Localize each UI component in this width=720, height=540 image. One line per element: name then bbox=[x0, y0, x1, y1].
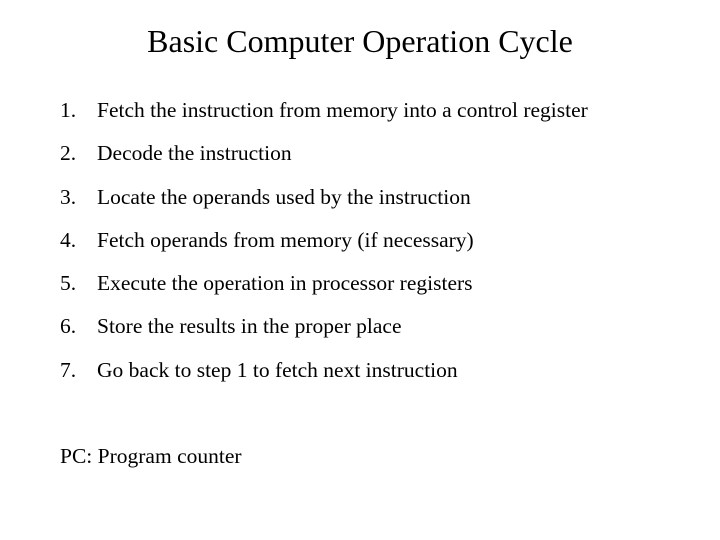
step-text: Go back to step 1 to fetch next instruction bbox=[97, 357, 458, 382]
step-item bbox=[60, 261, 588, 304]
step-item bbox=[60, 218, 588, 261]
step-number: 6. bbox=[60, 314, 77, 339]
step-number: 4. bbox=[60, 227, 77, 252]
step-item bbox=[60, 131, 588, 174]
step-text: Locate the operands used by the instruction bbox=[97, 184, 471, 209]
step-item bbox=[60, 348, 588, 391]
step-item bbox=[60, 88, 588, 131]
step-number: 2. bbox=[60, 141, 77, 166]
step-number: 7. bbox=[60, 357, 77, 382]
step-text: Fetch the instruction from memory into a control register bbox=[97, 98, 588, 122]
step-number: 1. bbox=[60, 98, 77, 122]
step-text: Decode the instruction bbox=[97, 141, 292, 166]
step-item bbox=[60, 304, 588, 347]
step-text: Store the results in the proper place bbox=[97, 314, 402, 339]
slide-footnote: PC: Program counter bbox=[60, 444, 242, 468]
step-text: Execute the operation in processor registers bbox=[97, 271, 473, 296]
operation-steps-list bbox=[60, 88, 588, 391]
step-number: 5. bbox=[60, 271, 77, 296]
step-text: Fetch operands from memory (if necessary) bbox=[97, 227, 474, 252]
slide-title: Basic Computer Operation Cycle bbox=[147, 23, 573, 59]
step-number: 3. bbox=[60, 184, 77, 209]
step-item bbox=[60, 175, 588, 218]
